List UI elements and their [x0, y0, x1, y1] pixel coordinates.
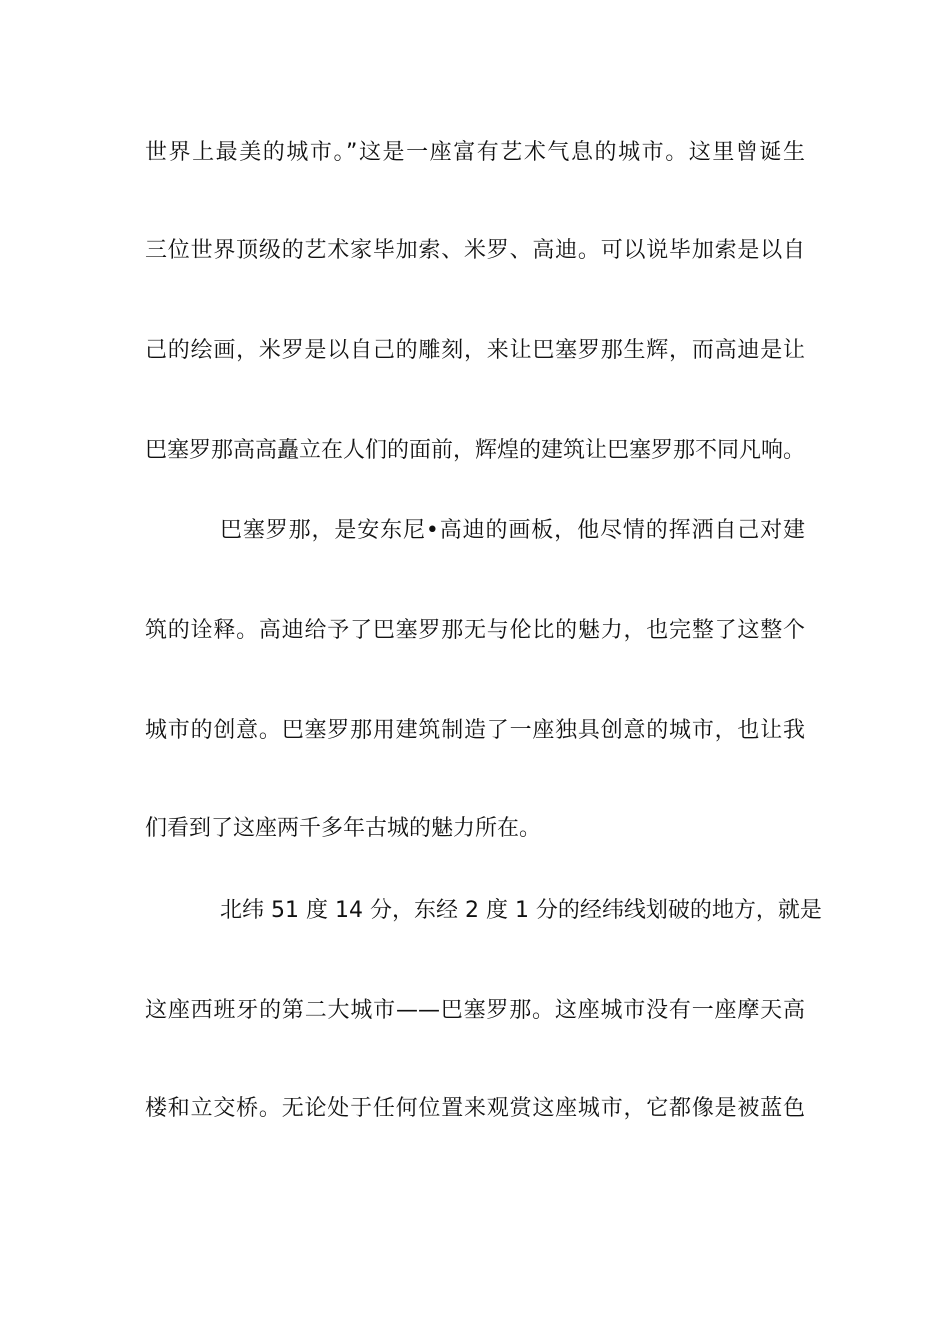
paragraph-first-line: 巴塞罗那，是安东尼•高迪的画板，他尽情的挥洒自己对建 — [220, 518, 805, 543]
paragraph-last-line: 们看到了这座两千多年古城的魅力所在。 — [145, 816, 542, 841]
text-line: 城市的创意。巴塞罗那用建筑制造了一座独具创意的城市，也让我 — [145, 718, 805, 743]
text-line: 筑的诠释。高迪给予了巴塞罗那无与伦比的魅力，也完整了这整个 — [145, 618, 805, 643]
text-line: 己的绘画，米罗是以自己的雕刻，来让巴塞罗那生辉，而高迪是让 — [145, 338, 805, 363]
text-line: 这座西班牙的第二大城市——巴塞罗那。这座城市没有一座摩天高 — [145, 998, 805, 1023]
text-line: 世界上最美的城市。”这是一座富有艺术气息的城市。这里曾诞生 — [145, 140, 805, 165]
text-line: 巴塞罗那高高矗立在人们的面前，辉煌的建筑让巴塞罗那不同凡响。 — [145, 438, 806, 463]
text-line: 三位世界顶级的艺术家毕加索、米罗、高迪。可以说毕加索是以自 — [145, 238, 805, 263]
paragraph-first-line: 北纬 51 度 14 分，东经 2 度 1 分的经纬线划破的地方，就是 — [220, 898, 822, 923]
text-line: 楼和立交桥。无论处于任何位置来观赏这座城市，它都像是被蓝色 — [145, 1096, 805, 1121]
